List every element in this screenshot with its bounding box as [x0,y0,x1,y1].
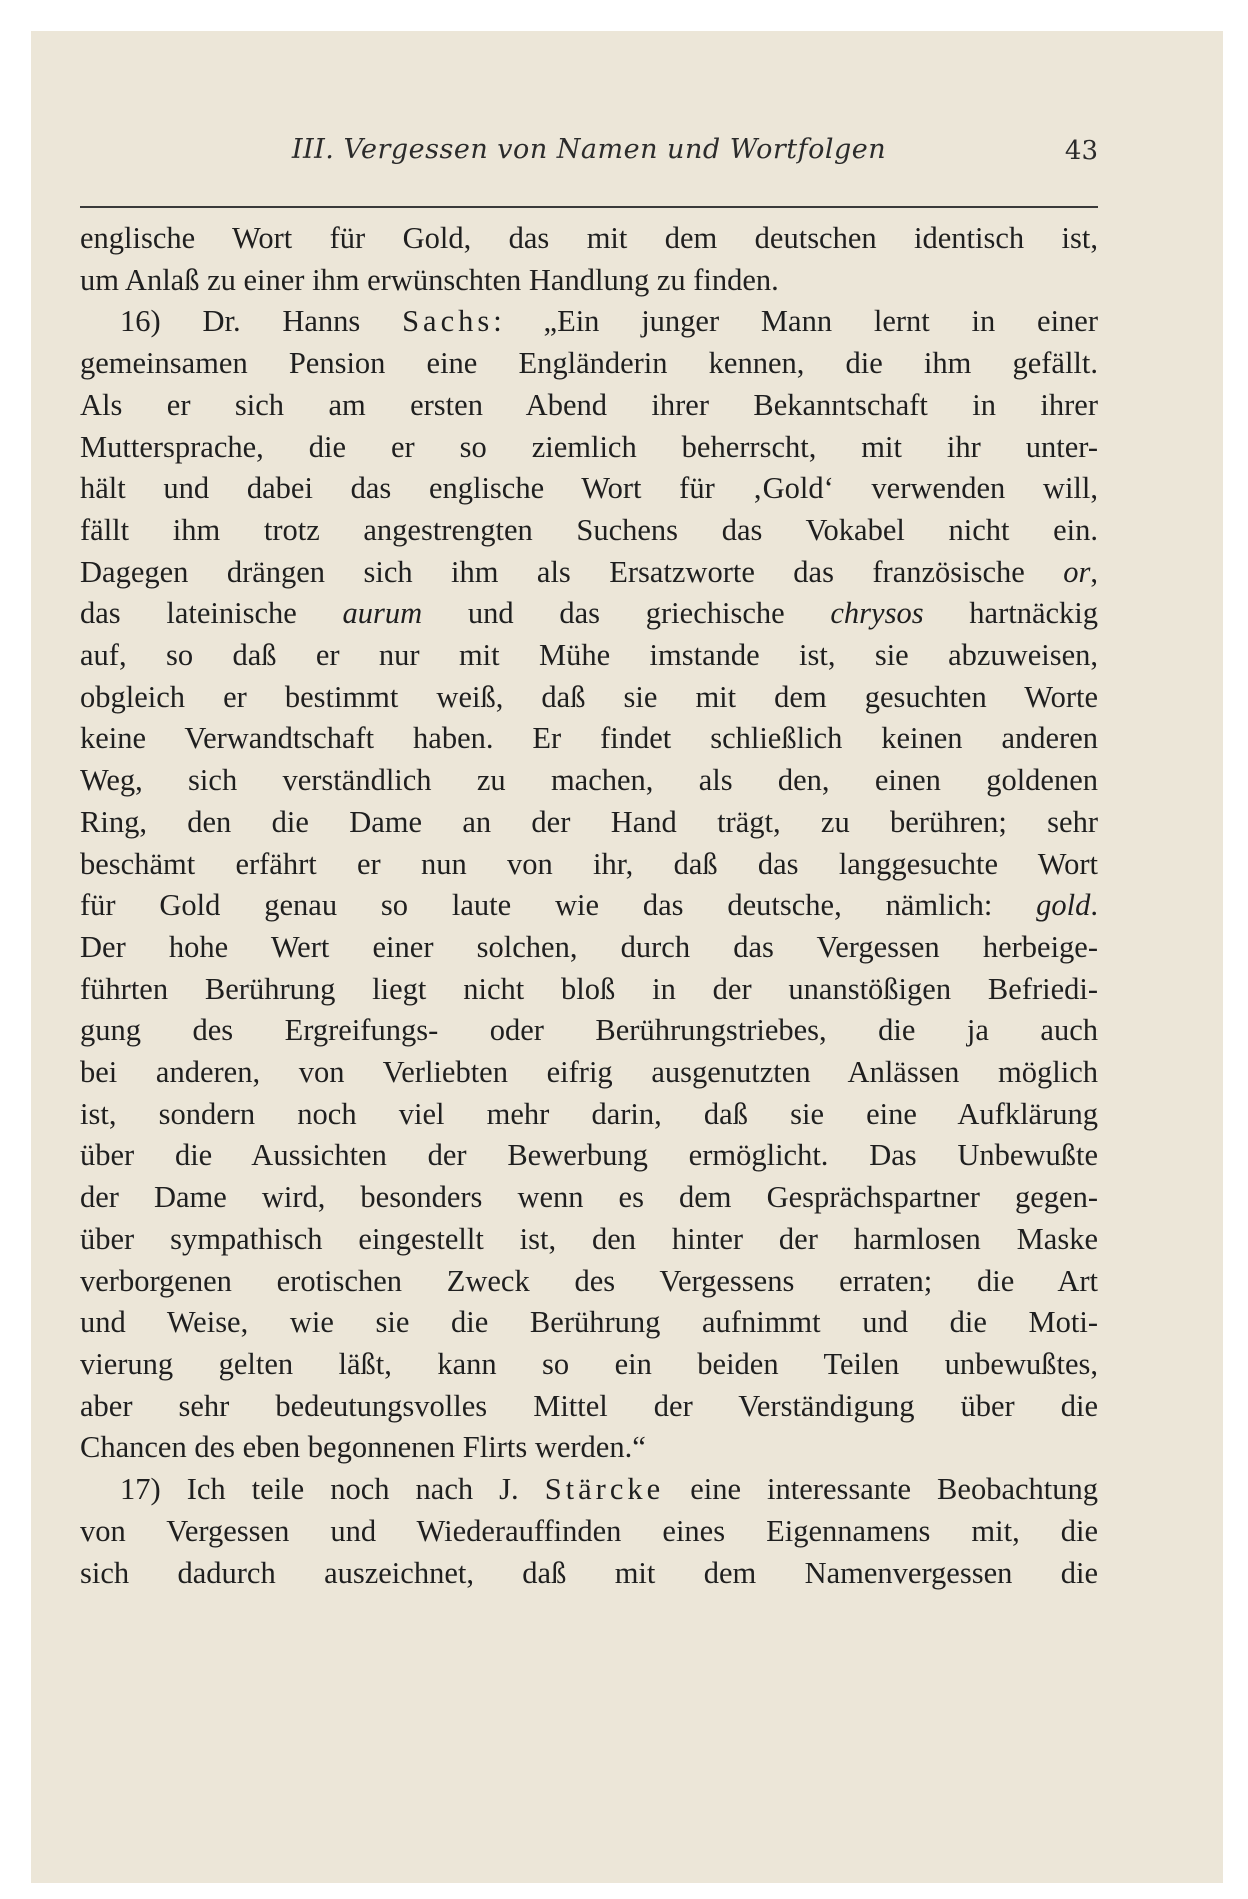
spaced-name: Sachs [402,304,494,339]
text-line [80,969,1098,1011]
text-line [80,1177,1098,1219]
text-line [80,802,1098,844]
text-segment: verborgenen erotischen Zweck des Vergessens erraten; die Art [80,1263,1098,1298]
text-line [80,218,1098,260]
page-number: 43 [1064,136,1098,166]
italic-text: chrysos [830,596,924,631]
text-line [80,260,1098,302]
text-line [80,468,1098,510]
page-header [80,134,1098,174]
text-segment: Weg, sich verständlich zu machen, als den, einen goldenen [80,763,1098,798]
text-line [80,718,1098,760]
text-segment: sich dadurch auszeichnet, daß mit dem Namenvergessen die [80,1555,1098,1590]
text-line [80,760,1098,802]
text-line [80,593,1098,635]
text-segment: eine interessante Beobachtung [664,1472,1098,1507]
text-segment: auf, so daß er nur mit Mühe imstande ist, sie abzuweisen, [80,638,1098,673]
text-segment: vierung gelten läßt, kann so ein beiden Teilen unbewußtes, [80,1346,1098,1381]
text-segment: um Anlaß zu einer ihm erwünschten Handlung zu finden. [80,262,779,297]
text-segment: gemeinsamen Pension eine Engländerin kennen, die ihm gefällt. [80,346,1098,381]
text-line [80,385,1098,427]
text-segment: ist, sondern noch viel mehr darin, daß sie eine Aufklärung [80,1096,1098,1131]
text-segment: Als er sich am ersten Abend ihrer Bekanntschaft in ihrer [80,387,1098,422]
text-line [80,635,1098,677]
text-line [80,1511,1098,1553]
text-line [80,1052,1098,1094]
text-segment: Muttersprache, die er so ziemlich beherrscht, mit ihr unter- [80,429,1098,464]
text-line [80,885,1098,927]
text-segment: hält und dabei das englische Wort für ‚Gold‘ verwenden will, [80,471,1098,506]
text-line [80,343,1098,385]
text-line [80,927,1098,969]
text-segment: 16) Dr. Hanns [120,304,403,339]
text-segment: obgleich er bestimmt weiß, daß sie mit dem gesuchten Worte [80,679,1098,714]
text-segment: beschämt erfährt er nun von ihr, daß das langgesuchte Wort [80,846,1098,881]
text-segment: für Gold genau so laute wie das deutsche, nämlich: [80,888,1037,923]
text-line [80,844,1098,886]
text-line [80,1427,1098,1469]
text-segment: von Vergessen und Wiederauffinden eines Eigennamens mit, die [80,1513,1098,1548]
text-segment: führten Berührung liegt nicht bloß in der unanstößigen Befriedi- [80,971,1098,1006]
text-segment: aber sehr bedeutungsvolles Mittel der Verständigung über die [80,1388,1098,1423]
text-segment: Ring, den die Dame an der Hand trägt, zu berühren; sehr [80,804,1098,839]
text-line [80,301,1098,343]
italic-text: gold [1036,888,1091,923]
text-line [80,1010,1098,1052]
text-line [80,1553,1098,1595]
text-segment: das lateinische [80,596,343,631]
text-line [80,1469,1098,1511]
text-segment: der Dame wird, besonders wenn es dem Gesprächspartner gegen- [80,1180,1098,1215]
text-segment: über die Aussichten der Bewerbung ermöglicht. Das Unbewußte [80,1138,1098,1173]
text-segment: englische Wort für Gold, das mit dem deutschen identisch ist, [80,221,1098,255]
text-segment: Der hohe Wert einer solchen, durch das Vergessen herbeige- [80,929,1098,964]
text-line [80,1344,1098,1386]
text-segment: bei anderen, von Verliebten eifrig ausgenutzten Anlässen möglich [80,1055,1098,1090]
text-line [80,552,1098,594]
text-line [80,1094,1098,1136]
italic-text: or [1063,554,1091,589]
body-text [80,218,1098,1594]
text-segment: fällt ihm trotz angestrengten Suchens das Vokabel nicht ein. [80,512,1098,547]
text-line [80,427,1098,469]
spaced-name: Stärcke [544,1472,665,1507]
text-segment: gung des Ergreifungs- oder Berührungstriebes, die ja auch [80,1013,1098,1048]
text-line [80,1261,1098,1303]
header-rule [80,206,1098,208]
text-line [80,1135,1098,1177]
text-segment: Dagegen drängen sich ihm als Ersatzworte das französische [80,554,1064,589]
text-segment: . [1090,888,1098,923]
text-segment: , [1090,554,1098,589]
text-segment: Chancen des eben begonnenen Flirts werden.“ [80,1430,646,1465]
text-segment: keine Verwandtschaft haben. Er findet schließlich keinen anderen [80,721,1098,756]
text-line [80,1386,1098,1428]
text-segment: über sympathisch eingestellt ist, den hinter der harmlosen Maske [80,1221,1098,1256]
text-line [80,1219,1098,1261]
text-line [80,510,1098,552]
text-segment: 17) Ich teile noch nach J. [120,1472,545,1507]
text-segment: und Weise, wie sie die Berührung aufnimmt und die Moti- [80,1305,1098,1340]
text-line [80,1302,1098,1344]
text-segment: und das griechische [422,596,831,631]
text-line [80,677,1098,719]
italic-text: aurum [342,596,423,631]
running-title: III. Vergessen von Namen und Wortfolgen [291,134,887,165]
text-segment: hartnäckig [923,596,1099,631]
text-segment: : „Ein junger Mann lernt in einer [493,304,1099,339]
